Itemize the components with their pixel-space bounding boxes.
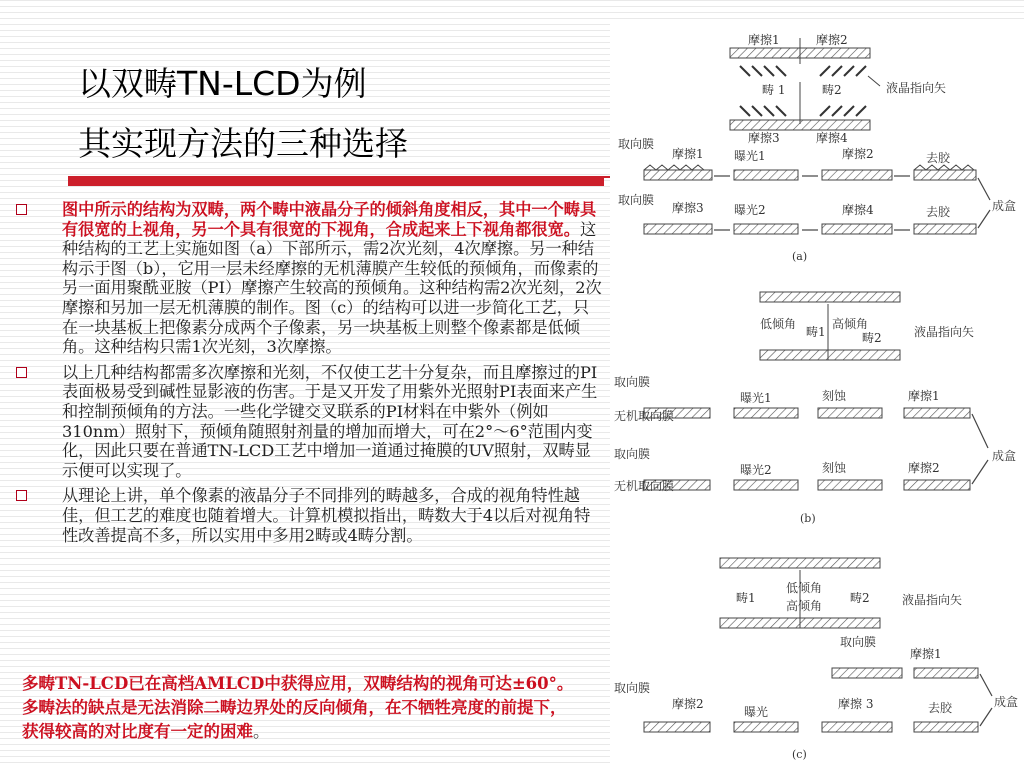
figure-a-cell: [730, 32, 946, 145]
figure-a-rub1-label: 摩擦1: [748, 33, 780, 47]
bullet-box-icon: [16, 367, 27, 378]
figure-b-lc-director-label: 液晶指向矢: [914, 325, 975, 339]
figure-b-cell-label: 成盒: [992, 449, 1017, 463]
bullet-1-highlight: 图中所示的结构为双畴，两个畴中液晶分子的倾斜角度相反，其中一个畴具有很宽的上视角，另一个具有很宽的下视角，合成起来上下视角都很宽。: [62, 200, 597, 239]
figure-b-etch-label-2: 刻蚀: [822, 461, 847, 475]
figure-c-domain2-label: 畴2: [850, 591, 870, 605]
figure-b-expose1-label: 曝光1: [740, 391, 772, 405]
figure-c-process-row-2: [614, 674, 1018, 761]
figure-b-cell: [760, 292, 974, 360]
figure-a-remove-resist-label: 去胶: [926, 151, 951, 165]
figure-a-remove-resist-label-2: 去胶: [926, 205, 951, 219]
figure-a-domain2-label: 畴2: [822, 83, 842, 97]
figure-b-caption: (b): [800, 512, 816, 525]
figure-a-expose1-label: 曝光1: [734, 149, 766, 163]
bullet-3-text: 从理论上讲，单个像素的液晶分子不同排列的畴越多，合成的视角特性越佳，但工艺的难度也随着增大。计算机模拟指出，畴数大于4以后对视角特性改善提高不多，所以实用中多用2畴或4畴分割。: [62, 486, 591, 545]
figure-a-cell-label: 成盒: [992, 199, 1017, 213]
bullet-list: [10, 200, 602, 551]
figure-a-align-film-label: 取向膜: [618, 137, 655, 151]
slide-title-line-2: 其实现方法的三种选择: [78, 124, 408, 163]
bullet-2-text: 以上几种结构都需多次摩擦和光刻，不仅使工艺十分复杂，而且摩擦过的PI表面极易受到碱性显影液的伤害。于是又开发了用紫外光照射PI表面来产生和控制预倾角的方法。一些化学键交叉联系的PI材料在中紫外（例如310nm）照射下，预倾角随照射剂量的增加而增大，可在2°～6°范围内变化，因此只要在普通TN-LCD工艺中增加一道通过掩膜的UV照射，双畴显示便可以实现了。: [62, 362, 598, 480]
figure-a-rub4-label: 摩擦4: [816, 131, 848, 145]
figure-a-rub3-step-label: 摩擦3: [672, 201, 704, 215]
figure-c-high-tilt-label: 高倾角: [786, 599, 823, 613]
figure-a-process-row-1: [618, 137, 976, 180]
figure-c-align-film-label-2: 取向膜: [614, 681, 651, 695]
figure-a-lc-director-label: 液晶指向矢: [886, 81, 947, 95]
figure-b-inorganic-film-label: 无机取向膜: [614, 409, 675, 423]
figure-b-high-tilt-label: 高倾角: [832, 317, 869, 331]
figure-c-caption: (c): [792, 748, 807, 761]
figure-a-rub1-step-label: 摩擦1: [672, 147, 704, 161]
figure-a-rub2-label: 摩擦2: [816, 33, 848, 47]
figure-c-rub1-label: 摩擦1: [910, 647, 942, 661]
figure-a-bottom-substrate: [730, 120, 870, 130]
conclusion-note-tail: 。: [253, 722, 270, 741]
bullet-box-icon: [16, 204, 27, 215]
figure-c-rub2-label: 摩擦2: [672, 697, 704, 711]
figure-c-align-film-label: 取向膜: [840, 635, 877, 649]
figure-c-rub3-label: 摩擦 3: [838, 697, 874, 711]
figure-b-domain2-label: 畴2: [862, 331, 882, 345]
process-diagram-svg: [610, 24, 1024, 768]
figure-c-low-tilt-label: 低倾角: [786, 581, 823, 595]
figure-a-process-row-2: [618, 178, 1016, 263]
figure-c-domain1-label: 畴1: [736, 591, 756, 605]
figure-a-rub2-step-label: 摩擦2: [842, 147, 874, 161]
bullet-item-2: [10, 363, 602, 481]
figure-b-process-row-1: [614, 375, 970, 423]
figure-c-expose-label: 曝光: [744, 705, 769, 719]
figure-c-cell-label: 成盒: [994, 695, 1019, 709]
figure-b-rub1-label: 摩擦1: [908, 389, 940, 403]
figure-b-rub2-label: 摩擦2: [908, 461, 940, 475]
figure-a-caption: (a): [792, 250, 808, 263]
figure-c-cell: [720, 558, 962, 628]
figure-a-rub4-step-label: 摩擦4: [842, 203, 874, 217]
figure-c-remove-resist-label: 去胶: [928, 701, 953, 715]
figure-b-process-row-2: [614, 414, 1016, 525]
figure-a-domain1-label: 畴 1: [762, 83, 786, 97]
figure-b-align-film-label-2: 取向膜: [614, 447, 651, 461]
bullet-item-3: [10, 486, 602, 545]
title-underline-bar: [68, 176, 604, 186]
figure-b-expose2-label: 曝光2: [740, 463, 772, 477]
bullet-box-icon: [16, 490, 27, 501]
figure-b-inorganic-film-label-2: 无机取向膜: [614, 479, 675, 493]
figure-a-rub3-label: 摩擦3: [748, 131, 780, 145]
figure-b-low-tilt-label: 低倾角: [760, 317, 797, 331]
slide-title-line-1: 以双畴TN-LCD为例: [78, 64, 367, 103]
figure-b-etch-label: 刻蚀: [822, 389, 847, 403]
bullet-item-1: [10, 200, 602, 357]
figure-c-lc-director-label: 液晶指向矢: [902, 593, 963, 607]
bullet-1-text: 这种结构的工艺上实施如图（a）下部所示，需2次光刻，4次摩擦。另一种结构示于图（b），它用一层未经摩擦的无机薄膜产生较低的预倾角，而像素的另一面用聚酰亚胺（PI）摩擦产生较高的预倾角。这种结构需2次光刻，2次摩擦和另加一层无机薄膜的制作。图（c）的结构可以进一步简化工艺，只在一块基板上把像素分成两个子像素，另一块基板上则整个像素都是低倾角。这种结构只需1次光刻，3次摩擦。: [62, 219, 602, 357]
figure-b-domain1-label: 畴1: [806, 325, 826, 339]
figure-a-align-film-label-2: 取向膜: [618, 193, 655, 207]
figure-b-align-film-label: 取向膜: [614, 375, 651, 389]
figure-c-process-row-1: [832, 635, 978, 678]
conclusion-note-text: 多畴TN-LCD已在高档AMLCD中获得应用，双畴结构的视角可达±60°。多畴法的缺点是无法消除二畴边界处的反向倾角，在不牺牲亮度的前提下，获得较高的对比度有一定的困难: [22, 674, 574, 741]
figure-a-expose2-label: 曝光2: [734, 203, 766, 217]
conclusion-note: [22, 672, 582, 744]
process-diagram-figure: [610, 24, 1024, 768]
